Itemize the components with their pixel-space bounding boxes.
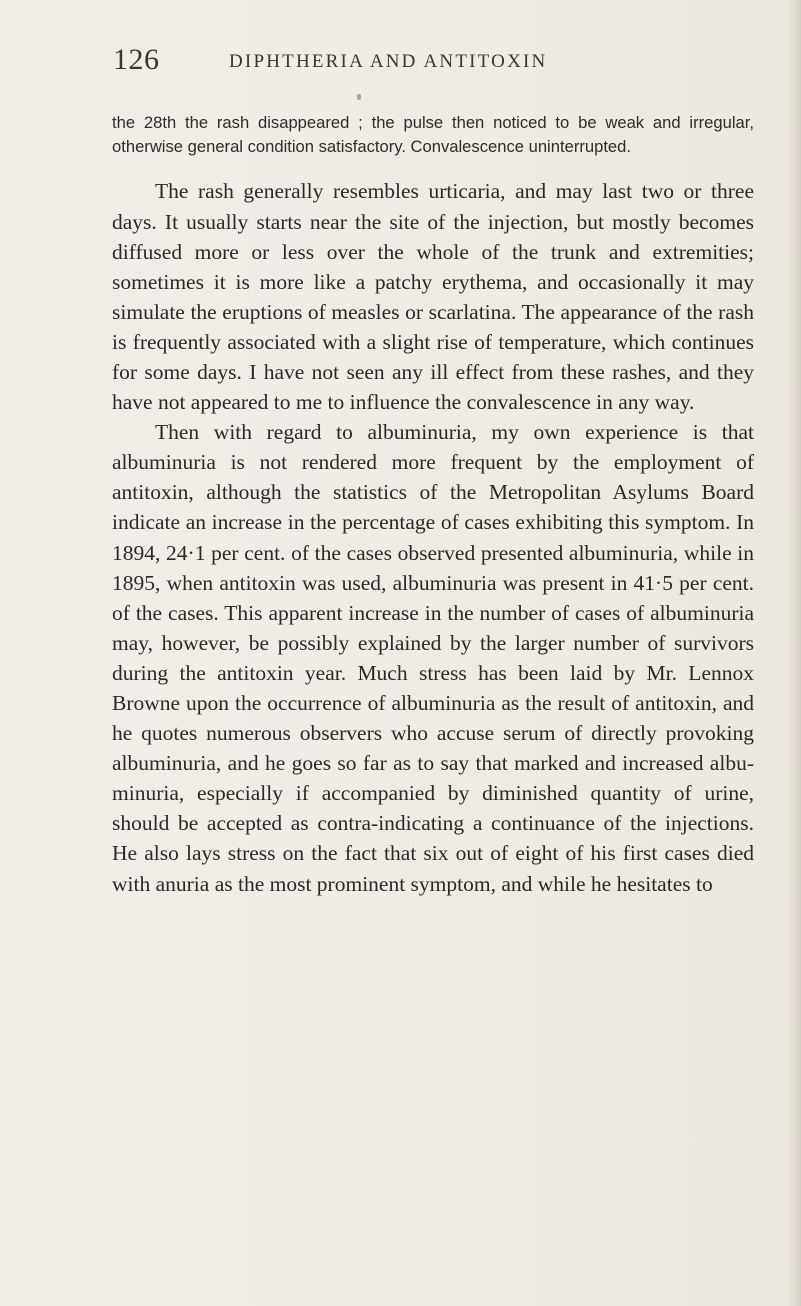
page-edge-shadow bbox=[787, 0, 801, 1306]
running-head: DIPHTHERIA AND ANTITOXIN bbox=[229, 51, 548, 72]
paragraph-rash: The rash generally resembles urticaria, and may last two or three days. It usually starts near the site of the injection, but mostly becomes diffused more or less over the whole of the trunk and extremities; sometimes it is more like a patchy erythema, and occasionally it may simulate the eruptions of measles or scarlatina. The appearance of the rash is frequently associated with a slight rise of temperature, which continues for some days. I have not seen any ill effect from these rashes, and they have not appeared to me to influence the convalescence in any way. bbox=[112, 179, 754, 415]
ink-speck bbox=[357, 94, 361, 100]
page-number: 126 bbox=[113, 43, 160, 76]
page-header bbox=[113, 42, 753, 82]
lead-paragraph: the 28th the rash disappeared ; the pulse then noticed to be weak and irregular, otherwise general condition satisfactory. Convalescence uninterrupted. bbox=[112, 113, 754, 157]
paragraph-albuminuria: Then with regard to albuminuria, my own experience is that albuminuria is not rendered more frequent by the employment of antitoxin, although the statistics of the Metropolitan Asylums Board indicate an increase in the percentage of cases exhibiting this symptom. In 1894, 24·1 per cent. of the cases observed presented albuminuria, while in 1895, when antitoxin was used, albuminuria was present in 41·5 per cent. of the cases. This apparent increase in the number of cases of albuminuria may, however, be possibly explained by the larger number of survivors during the antitoxin year. Much stress has been laid by Mr. Lennox Browne upon the occurrence of albuminuria as the result of antitoxin, and he quotes numerous observers who accuse serum of directly provoking albuminuria, and he goes so far as to say that marked and increased albuminuria, especially if accompanied by diminished quantity of urine, should be accepted as contra-indicating a continuance of the injections. He also lays stress on the fact that six out of eight of his first cases died with anuria as the most prominent symptom, and while he hesitates to bbox=[112, 420, 754, 896]
body-text bbox=[112, 111, 754, 899]
